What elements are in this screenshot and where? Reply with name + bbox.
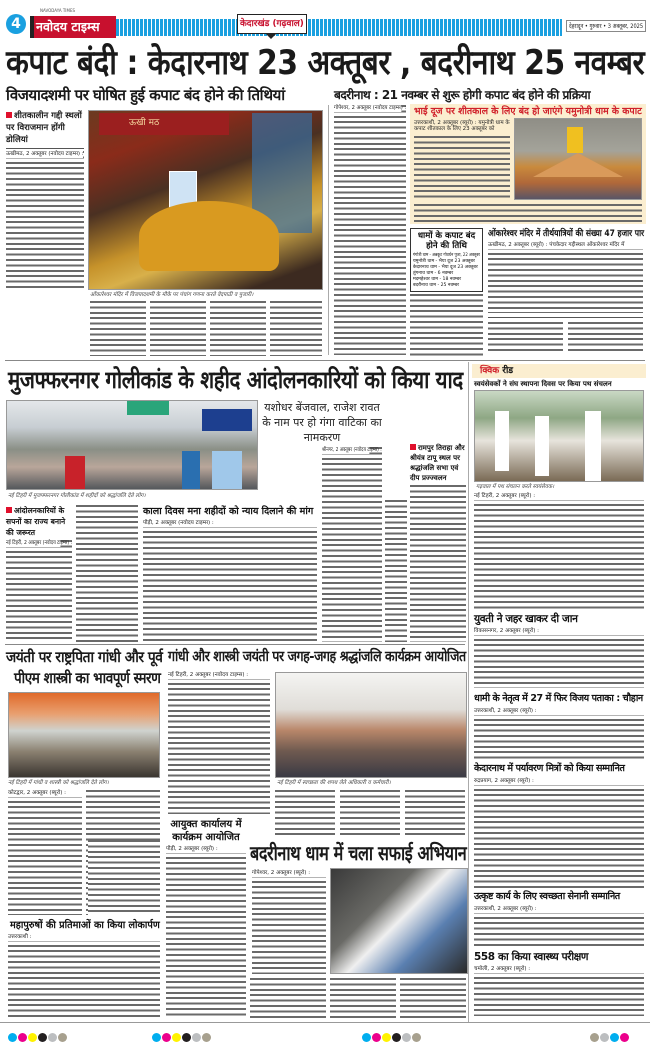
lead-text-col — [90, 301, 146, 356]
lead-headline: कपाट बंदी : केदारनाथ 23 अक्तूबर , बदरीनाथ 25 नवम्बर — [6, 43, 645, 83]
masthead-logo-box — [30, 16, 116, 38]
rss-march-caption: गढ़वाल में पथ संचलन करते स्वयंसेवक। — [476, 484, 555, 490]
activists-column — [6, 505, 72, 642]
gandhi-main-text-col — [340, 790, 400, 836]
trim-line — [0, 1022, 650, 1023]
gandhi-left-photo-caption: नई टिहरी में गांधी व शास्त्री को श्रद्धांजलि देते लोग। — [8, 780, 109, 786]
gandhi-left-headline-1: जयंती पर राष्ट्रपिता गांधी और पूर्व — [6, 648, 163, 666]
statues-headline: महापुरुषों की प्रतिमाओं का किया लोकार्पण — [10, 920, 160, 931]
yamunotri-dateline: उत्तरकाशी, 2 अक्तूबर (ब्यूरो) : यमुनोत्री धाम के कपाट शीतकाल के लिए 23 अक्तूबर को — [414, 120, 510, 132]
badrinath-cleanliness-photo — [330, 868, 468, 974]
header-stripe-bar — [116, 19, 562, 36]
omkareshwar-text — [488, 242, 643, 313]
registration-marks-right — [362, 1027, 422, 1046]
lead-left-column — [6, 110, 84, 290]
section-divider — [5, 644, 465, 645]
brief-text — [474, 708, 644, 760]
srinagar-text-col — [410, 485, 466, 642]
dates-item: बदरीनाथ धाम - 25 नवम्बर — [413, 283, 460, 288]
brief-text — [474, 628, 644, 688]
dates-box-title: धामों के कपाट बंद होने की तिथि — [417, 231, 476, 251]
dates-item: मदमहेश्वर धाम - 18 नवम्बर — [413, 277, 461, 282]
badrinath-cleanliness-text-col — [330, 978, 396, 1018]
registration-marks-far-right — [590, 1027, 630, 1046]
muzaffarnagar-photo — [6, 400, 258, 490]
badrinath-cleanliness-text-col — [250, 978, 326, 1018]
photo-banner-text: ऊखी मठ — [129, 118, 160, 128]
date-line-box — [566, 20, 646, 32]
brief-text — [474, 778, 644, 888]
lead-text-col — [270, 301, 322, 356]
activists-text-col — [76, 505, 138, 642]
dates-box — [410, 228, 483, 292]
yamunotri-temple-photo — [514, 118, 642, 200]
srinagar-text — [322, 447, 382, 642]
brief-headline: युवती ने जहर खाकर दी जान — [474, 613, 578, 625]
quick-read-label: क्विक — [480, 366, 500, 376]
badrinath-process-text — [334, 105, 406, 355]
gandhi-main-dateline: नई टिहरी, 2 अक्तूबर (नवोदय टाइम्स) : — [168, 672, 270, 679]
registration-marks-center — [152, 1027, 212, 1046]
black-day-text — [143, 520, 317, 642]
srinagar-dateline: श्रीनगर, 2 अक्तूबर (नवोदय टाइम्स) : — [322, 447, 382, 453]
brief-headline: केदारनाथ में पर्यावरण मित्रों को किया सम्मानित — [474, 763, 625, 774]
section-tag-label: केदारखंड (गढ़वाल) — [240, 19, 304, 29]
dates-item: यमुनोत्री धाम - भैया दूज 23 अक्तूबर — [413, 259, 475, 264]
statues-text — [8, 934, 160, 1018]
yamunotri-text-cont — [414, 204, 642, 222]
commissioner-office-column — [166, 818, 246, 1018]
brief-dateline: उत्तरकाशी, 2 अक्तूबर (ब्यूरो) : — [474, 906, 644, 913]
divider — [488, 317, 643, 318]
commissioner-office-text — [166, 846, 246, 1018]
omkareshwar-text-col — [488, 322, 563, 352]
lead-right-subhead: बदरीनाथ : 21 नवम्बर से शुरू होगी कपाट बंद होने की प्रक्रिया — [334, 88, 591, 102]
brief-headline: 558 का किया स्वास्थ्य परीक्षण — [474, 951, 589, 963]
muzaffarnagar-photo-caption: नई टिहरी में मुजफ्फरनगर गोलीकांड में शहीदों को श्रद्धांजलि देते लोग। — [8, 493, 146, 499]
brief-headline: धामी के नेतृत्व में 27 में फिर विजय पताका : चौहान — [474, 693, 643, 704]
lead-text-col — [150, 301, 206, 356]
section-tag — [237, 14, 307, 34]
rss-march-photo — [474, 390, 644, 482]
brief-text — [474, 966, 644, 1016]
gandhi-left-text — [8, 790, 82, 915]
black-day-dateline: पौड़ी, 2 अक्तूबर (नवोदय टाइम्स) : — [143, 520, 317, 527]
gandhi-left-headline-2: पीएम शास्त्री का भावपूर्ण स्मरण — [14, 669, 161, 687]
omkareshwar-headline: ओंकारेश्वर मंदिर में तीर्थयात्रियों की संख्या 47 हजार पार — [488, 229, 645, 239]
black-day-headline: काला दिवस मना शहीदों को न्याय दिलाने की मांग — [143, 506, 314, 517]
gandhi-main-photo — [275, 672, 467, 778]
commissioner-office-headline: आयुक्त कार्यालय में कार्यक्रम आयोजित — [170, 819, 242, 843]
quick-read-label-2: रीड — [502, 366, 514, 376]
lead-left-dateline: ऊखीमठ, 2 अक्तूबर (नवोदय टाइम्स) : — [6, 151, 84, 157]
activists-bullet: आंदोलनकारियों के सपनों का राज्य बनाने की जरूरत — [6, 505, 72, 538]
gandhi-mid-col — [88, 840, 160, 915]
brief-dateline: उत्तरकाशी, 2 अक्तूबर (ब्यूरो) : — [474, 708, 644, 715]
gandhi-main-photo-caption: नई टिहरी में स्वच्छता की शपथ लेते अधिकारी व कर्मचारी। — [277, 780, 391, 786]
dates-item: तुंगनाथ धाम - 6 नवम्बर — [413, 271, 454, 276]
statues-dateline: उत्तरकाशी : — [8, 934, 160, 941]
srinagar-bullet: रामपुर तिराहा और श्रीयंत्र टापू स्थल पर श्रद्धांजलि सभा एवं दीप प्रज्ज्वलन — [410, 444, 465, 482]
badrinath-cleanliness-text — [252, 870, 326, 974]
activists-text — [6, 540, 72, 642]
brief-dateline: विकासनगर, 2 अक्तूबर (ब्यूरो) : — [474, 628, 644, 635]
brief-dateline: चमोली, 2 अक्तूबर (ब्यूरो) : — [474, 966, 644, 973]
divider — [328, 105, 329, 355]
gang-vatika-headline: यशोधर बेंजवाल, राजेश रावत के नाम पर हो गंगा वाटिका का नामकरण — [262, 401, 382, 444]
omkareshwar-dateline: ऊखीमठ, 2 अक्तूबर (ब्यूरो) : पंचकेदार गद्दीस्थल ओंकारेश्वर मंदिर में — [488, 242, 643, 249]
brief-dateline: रुद्रप्रयाग, 2 अक्तूबर (ब्यूरो) : — [474, 778, 644, 785]
badrinath-cleanliness-dateline: गोपेश्वर, 2 अक्तूबर (ब्यूरो) : — [252, 870, 326, 877]
dates-list — [413, 253, 480, 289]
page-number: 4 — [6, 14, 26, 34]
gandhi-left-dateline: कोटद्वार, 2 अक्तूबर (ब्यूरो) : — [8, 790, 82, 797]
dates-column — [410, 228, 483, 356]
yamunotri-headline: भाई दूज पर शीतकाल के लिए बंद हो जाएंगे यमुनोत्री धाम के कपाट — [414, 106, 642, 117]
activists-dateline: नई टिहरी, 2 अक्तूबर (नवोदय टाइम्स) : — [6, 540, 73, 546]
commissioner-office-dateline: पौड़ी, 2 अक्तूबर (ब्यूरो) : — [166, 846, 246, 853]
date-line: देहरादून • गुरुवार • 3 अक्तूबर, 2025 — [569, 22, 644, 30]
omkareshwar-text-col — [568, 322, 643, 352]
lead-photo-ukhimath — [88, 110, 323, 290]
section-divider — [5, 360, 645, 361]
divider — [6, 148, 84, 149]
lead-photo-caption: ओंकारेश्वर मंदिर में विजयादशमी के मौके पर पंचांग गणना करते वेदपाठी व पुजारी। — [90, 292, 254, 298]
srinagar-bullet-column — [410, 443, 466, 642]
gandhi-main-headline: गांधी और शास्त्री जयंती पर जगह-जगह श्रद्धांजलि कार्यक्रम आयोजित — [168, 649, 466, 665]
gandhi-main-text-col — [275, 790, 335, 836]
gandhi-left-photo — [8, 692, 160, 778]
rss-march-dateline: नई टिहरी, 2 अक्तूबर (ब्यूरो) : — [474, 493, 644, 500]
badrinath-cleanliness-text-col — [400, 978, 466, 1018]
badrinath-cleanliness-headline: बदरीनाथ धाम में चला सफाई अभियान — [250, 841, 467, 865]
lead-text-col — [210, 301, 266, 356]
logo-small-text: NAVODAYA TIMES — [40, 8, 76, 13]
rss-march-text — [474, 493, 644, 610]
gandhi-main-text-col — [405, 790, 465, 836]
masthead-logo: नवोदय टाइम्स — [36, 19, 100, 34]
dates-item: केदारनाथ धाम - भैया दूज 23 अक्तूबर — [413, 265, 478, 270]
divider — [468, 362, 469, 1022]
muzaffarnagar-headline: मुजफ्फरनगर गोलीकांड के शहीद आंदोलनकारियों को किया याद — [8, 366, 463, 394]
section-tag-pointer — [266, 34, 276, 39]
rss-march-headline: स्वयंसेवकों ने संघ स्थापना दिवस पर किया पथ संचलन — [474, 380, 612, 388]
lead-left-text — [6, 151, 84, 290]
gandhi-main-text — [168, 672, 270, 814]
dates-item: गंगोत्री धाम - अन्नकूट गोवर्धन पूजा, 22 अक्तूबर — [413, 253, 481, 258]
lead-left-subhead: विजयादशमी पर घोषित हुई कपाट बंद होने की तिथियां — [6, 86, 285, 104]
srinagar-text-col2 — [385, 500, 407, 642]
quick-read-box — [472, 364, 646, 378]
badrinath-process-dateline: गोपेश्वर, 2 अक्तूबर (नवोदय टाइम्स) : — [334, 105, 407, 111]
registration-marks-left — [8, 1027, 68, 1046]
dates-box-text — [410, 294, 483, 356]
brief-headline: उत्कृष्ट कार्य के लिए स्वच्छता सेनानी सम्मानित — [474, 891, 620, 902]
lead-left-bullet: शीतकालीन गद्दी स्थलों पर विराजमान होंगी डोलियां — [6, 110, 84, 146]
